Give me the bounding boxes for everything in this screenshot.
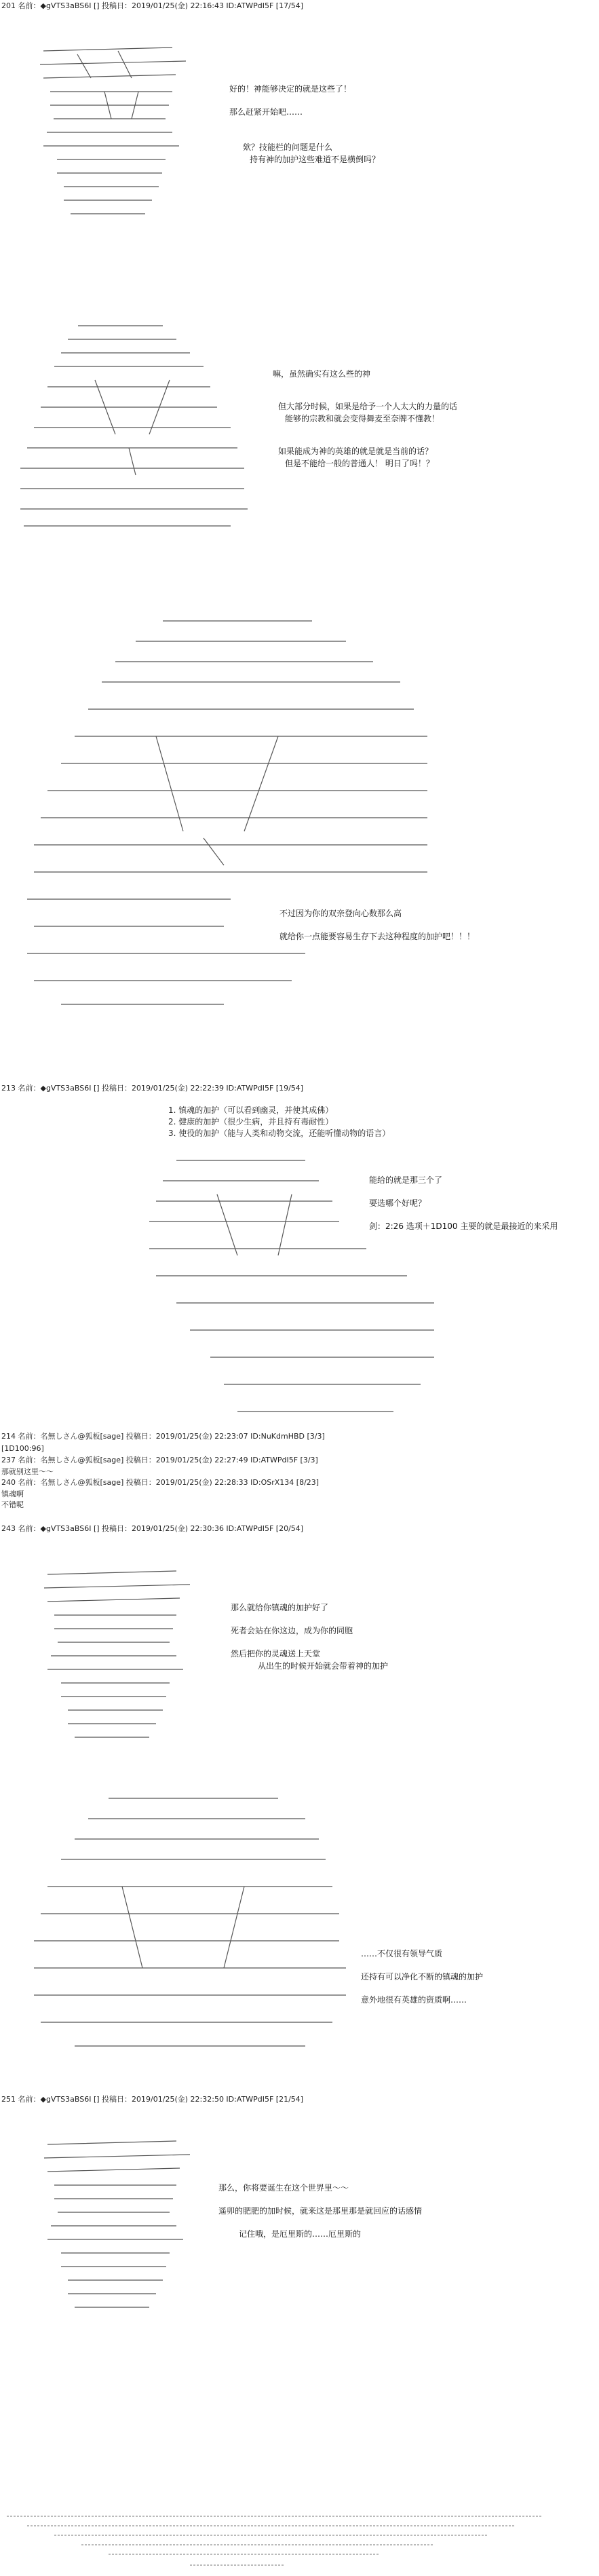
ascii-art-character — [41, 2131, 197, 2314]
reply-text: 那就别这里～～ — [1, 1467, 54, 1476]
ascii-art-character — [20, 1792, 353, 2056]
ascii-art-character — [37, 37, 193, 224]
dialog-213: 能给的就是那三个了 要选哪个好呢？ 剑：2:26 选项＋1D100 主要的就是最接近的来采用 — [369, 1175, 558, 1231]
post-header: 240 名前：名無しさん@狐板[sage] 投稿日：2019/01/25(金) 22:28:33 ID:OSrX134 [8/23] — [1, 1478, 320, 1487]
dialog-201b: 嘛，虽然确实有这么些的神 但大部分时候，如果是给予一个人太大的力量的话 能够的宗教和就会变得舞麦至奈牌不懂教！ 如果能成为神的英雄的就是就是当前的话？ 但是不能给一般的普通人！ 明日了吗！？ — [273, 369, 458, 468]
reply-text: [1D100:96] — [1, 1444, 44, 1453]
dialog-243b: ……不仅很有领导气质 还持有可以净化不断的镇魂的加护 意外地很有英雄的资质啊…… — [361, 1949, 484, 2005]
post-header: 201 名前：◆gVTS3aBS6I [] 投稿日：2019/01/25(金) 22:16:43 ID:ATWPdI5F [17/54] — [1, 1, 304, 10]
dialog-201: 好的！神能够决定的就是这些了！ 那么赶紧开始吧…… 欸？技能栏的问题是什么 持有神的加护这些难道不是横倒吗？ — [229, 84, 381, 164]
dialog-201c: 不过因为你的双亲登向心数那么高 就给你一点能要容易生存下去这种程度的加护吧！！！ — [279, 909, 476, 941]
post-header: 243 名前：◆gVTS3aBS6I [] 投稿日：2019/01/25(金) 22:30:36 ID:ATWPdI5F [20/54] — [1, 1524, 304, 1533]
post-header: 213 名前：◆gVTS3aBS6I [] 投稿日：2019/01/25(金) 22:22:39 ID:ATWPdI5F [19/54] — [1, 1084, 304, 1093]
reply-text: 镇魂啊 — [1, 1490, 24, 1498]
ascii-art-character — [41, 1561, 197, 1744]
post-header: 251 名前：◆gVTS3aBS6I [] 投稿日：2019/01/25(金) 22:32:50 ID:ATWPdI5F [21/54] — [1, 2095, 304, 2104]
dialog-251: 那么，你将要诞生在这个世界里～～ 遥卯的肥肥的加时候，就来这是那里那是就回应的话感情 记住哦，是厄里斯的……厄里斯的 — [218, 2183, 423, 2239]
option-item: 1. 镇魂的加护（可以看到幽灵，并使其成佛） — [168, 1105, 334, 1115]
footer-separator — [0, 2511, 599, 2575]
ascii-art-character — [14, 319, 258, 543]
post-header: 214 名前：名無しさん@狐板[sage] 投稿日：2019/01/25(金) 22:23:07 ID:NuKdmHBD [3/3] — [1, 1432, 325, 1441]
option-item: 2. 健康的加护（很少生病，并且持有毒耐性） — [168, 1117, 334, 1126]
post-header: 237 名前：名無しさん@狐板[sage] 投稿日：2019/01/25(金) 22:27:49 ID:ATWPdI5F [3/3] — [1, 1456, 318, 1464]
ascii-art-character — [20, 614, 441, 1015]
option-item: 3. 使役的加护（能与人类和动物交流，还能听懂动物的语言） — [168, 1129, 391, 1138]
dialog-243: 那么就给你镇魂的加护好了 死者会站在你这边，成为你的同胞 然后把你的灵魂送上天堂 从出生的时候开始就会带着神的加护 — [231, 1603, 389, 1671]
option-list — [168, 1105, 390, 1139]
reply-text: 不错呢 — [1, 1500, 24, 1509]
